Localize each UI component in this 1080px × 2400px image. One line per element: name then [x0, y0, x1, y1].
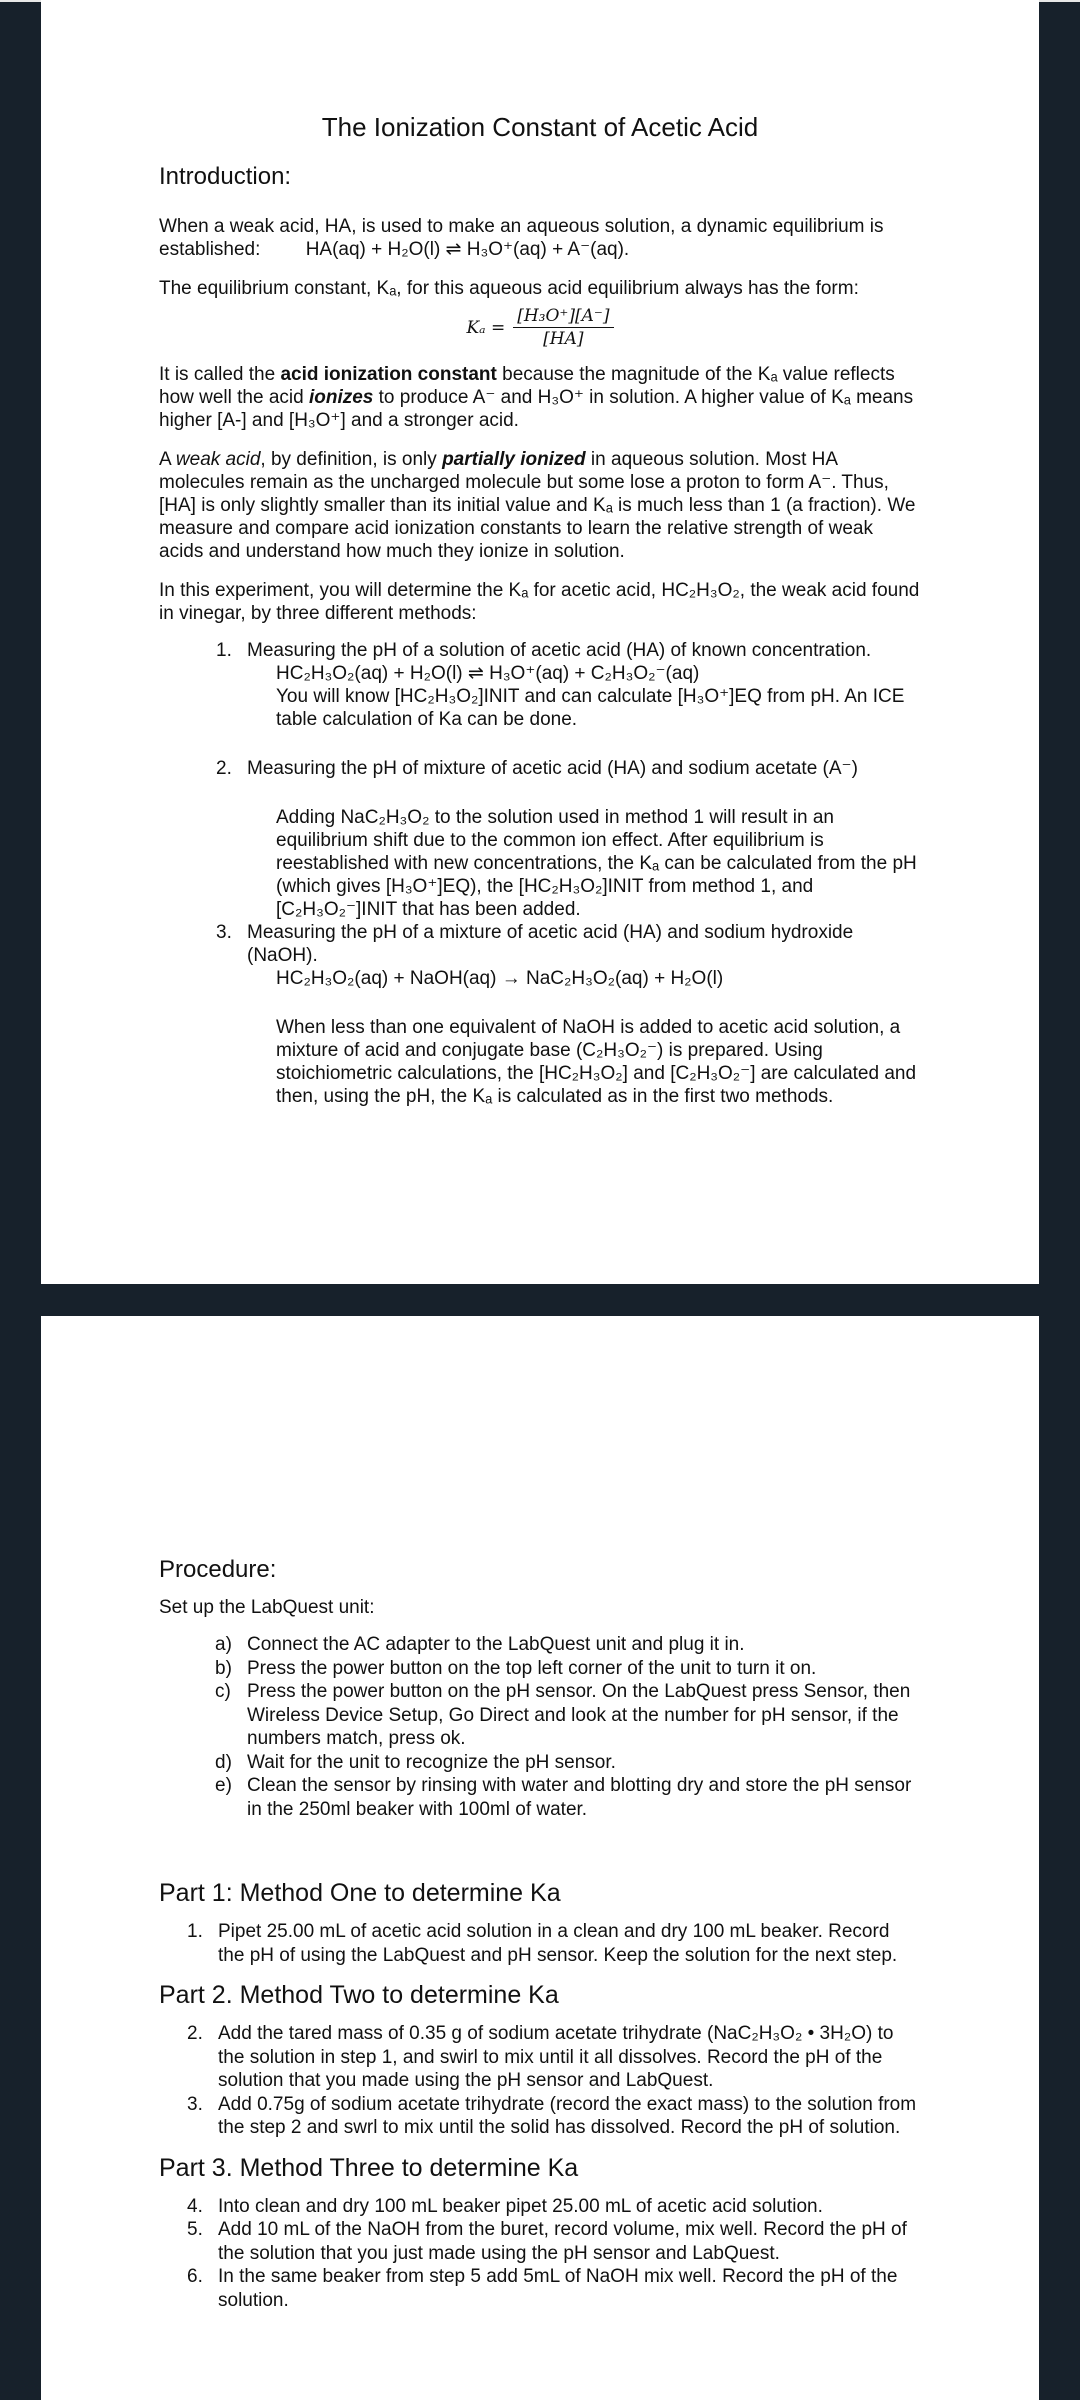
- p4-emphasis-term: partially ionized: [442, 449, 586, 470]
- part-step-text: Add the tared mass of 0.35 g of sodium acetate trihydrate (NaC₂H₃O₂ • 3H₂O) to the solution in step 1, and swirl to mix until it all dissolves. Record the pH of the solution that you made using the pH sensor and LabQuest.: [218, 2023, 894, 2091]
- document-title: The Ionization Constant of Acetic Acid: [321, 112, 759, 142]
- step-text: Wait for the unit to recognize the pH sensor.: [247, 1751, 616, 1773]
- procedure-heading: Procedure:: [159, 1556, 277, 1583]
- setup-step: [159, 1633, 921, 1657]
- part-step-number: 5.: [187, 2219, 203, 2240]
- p3-part-a: It is called the: [159, 364, 281, 385]
- document-page-2: [41, 1316, 1039, 2400]
- step-marker: d): [215, 1751, 232, 1773]
- step-text: Press the power button on the top left corner of the unit to turn it on.: [247, 1657, 817, 1679]
- part-3-heading: Part 3. Method Three to determine Ka: [159, 2153, 579, 2182]
- equilibrium-equation: HA(aq) + H₂O(l) ⇌ H₃O⁺(aq) + A⁻(aq).: [305, 239, 630, 260]
- part-step-text: Add 10 mL of the NaOH from the buret, record volume, mix well. Record the pH of the solution that you just made using the pH sensor and LabQuest.: [218, 2219, 907, 2264]
- intro-paragraph-3: [159, 363, 921, 432]
- introduction-heading: Introduction:: [159, 163, 292, 190]
- part-step-number: 3.: [187, 2093, 203, 2115]
- part-step-text: Add 0.75g of sodium acetate trihydrate (record the exact mass) to the solution from the step 2 and swrl to mix until the solid has dissolved. Record the pH of solution.: [218, 2093, 917, 2138]
- p3-part-c: because the magnitude of the Kₐ value reflects how well the acid: [159, 364, 895, 408]
- step-marker: b): [215, 1657, 232, 1679]
- method-description: When less than one equivalent of NaOH is added to acetic acid solution, a mixture of acid and conjugate base (C₂H₃O₂⁻) is prepared. Using stoichiometric calculations, the [HC₂H₃O₂] and [C₂H₃O₂⁻] are calculated and then, using the pH, the Kₐ is calculated as in the first two methods.: [276, 1017, 917, 1107]
- p4-part-a: A: [159, 449, 176, 470]
- part-2-list: [159, 2022, 921, 2140]
- method-item: [159, 639, 921, 757]
- p3-emphasis-term: ionizes: [308, 387, 374, 408]
- ka-denominator: [HA]: [543, 329, 584, 349]
- step-marker: e): [215, 1775, 232, 1796]
- intro-p1-text: When a weak acid, HA, is used to make an aqueous solution, a dynamic equilibrium is established:: [159, 216, 884, 260]
- method-number: 3.: [216, 922, 232, 943]
- p3-bold-term: acid ionization constant: [280, 364, 497, 385]
- part-1-heading: Part 1: Method One to determine Ka: [159, 1879, 561, 1907]
- part-step: [159, 2218, 921, 2265]
- step-text: Clean the sensor by rinsing with water and blotting dry and store the pH sensor in the 250ml beaker with 100ml of water.: [247, 1775, 912, 1820]
- methods-list: [159, 639, 921, 1108]
- intro-paragraph-2: The equilibrium constant, Kₐ, for this aqueous acid equilibrium always has the form:: [159, 278, 859, 299]
- setup-step: [159, 1680, 921, 1751]
- intro-paragraph-4: [159, 448, 921, 563]
- setup-step: [159, 1751, 921, 1775]
- step-text: Press the power button on the pH sensor. On the LabQuest press Sensor, then Wireless Device Setup, Go Direct and look at the number for pH sensor, if the numbers match, press ok.: [247, 1681, 911, 1749]
- part-2-heading: Part 2. Method Two to determine Ka: [159, 1981, 559, 2009]
- p4-part-c: , by definition, is only: [260, 449, 443, 470]
- part-3-list: [159, 2195, 921, 2313]
- part-1-list: [159, 1920, 921, 1967]
- part-step-text: Into clean and dry 100 mL beaker pipet 25.00 mL of acetic acid solution.: [218, 2195, 823, 2217]
- step-marker: c): [215, 1681, 231, 1702]
- part-step-number: 6.: [187, 2266, 203, 2287]
- method-item: [159, 757, 921, 921]
- setup-steps-list: [159, 1633, 921, 1821]
- method-item: [159, 921, 921, 1108]
- ka-formula-lhs: Kₐ =: [466, 317, 506, 338]
- intro-paragraph-5: In this experiment, you will determine the Kₐ for acetic acid, HC₂H₃O₂, the weak acid found in vinegar, by three different methods:: [159, 580, 920, 624]
- part-step-text: In the same beaker from step 5 add 5mL of NaOH mix well. Record the pH of the solution.: [218, 2266, 898, 2311]
- method-equation: HC₂H₃O₂(aq) + H₂O(l) ⇌ H₃O⁺(aq) + C₂H₃O₂⁻(aq): [276, 663, 700, 684]
- p4-italic-term: weak acid: [175, 449, 261, 470]
- method-title: Measuring the pH of a mixture of acetic acid (HA) and sodium hydroxide (NaOH).: [247, 922, 854, 966]
- p4-part-e: in aqueous solution. Most HA molecules remain as the uncharged molecule but some lose a proton to form A⁻. Thus, [HA] is only slightly smaller than its initial value and Kₐ is much less than 1 (a fraction). We measure and compare acid ionization constants to learn the relative strength of weak acids and understand how much they ionize in solution.: [159, 449, 916, 562]
- part-step: [159, 2093, 921, 2140]
- setup-step: [159, 1657, 921, 1681]
- p3-part-e: to produce A⁻ and H₃O⁺ in solution. A higher value of Kₐ means higher [A-] and [H₃O⁺] and a stronger acid.: [159, 387, 914, 431]
- part-step-number: 4.: [187, 2195, 203, 2217]
- setup-label: Set up the LabQuest unit:: [159, 1597, 375, 1618]
- method-description: Adding NaC₂H₃O₂ to the solution used in method 1 will result in an equilibrium shift due to the common ion effect. After equilibrium is reestablished with new concentrations, the Kₐ can be calculated from the pH (which gives [H₃O⁺]EQ), the [HC₂H₃O₂]INIT from method 1, and [C₂H₃O₂⁻]INIT that has been added.: [276, 807, 917, 920]
- part-step: [159, 2195, 921, 2219]
- part-step-number: 2.: [187, 2023, 203, 2044]
- setup-step: [159, 1774, 921, 1821]
- method-title: Measuring the pH of mixture of acetic acid (HA) and sodium acetate (A⁻): [247, 758, 858, 779]
- part-step: [159, 1920, 921, 1967]
- document-page-1: [41, 0, 1039, 1284]
- step-text: Connect the AC adapter to the LabQuest unit and plug it in.: [247, 1634, 745, 1655]
- method-description: You will know [HC₂H₃O₂]INIT and can calculate [H₃O⁺]EQ from pH. An ICE table calculation of Ka can be done.: [276, 686, 905, 730]
- method-title: Measuring the pH of a solution of acetic acid (HA) of known concentration.: [247, 640, 872, 661]
- ka-formula: [159, 306, 921, 349]
- step-marker: a): [215, 1634, 232, 1655]
- part-step: [159, 2265, 921, 2312]
- part-step: [159, 2022, 921, 2093]
- part-step-number: 1.: [187, 1921, 203, 1942]
- ka-fraction: [513, 306, 613, 349]
- ka-numerator: [H₃O⁺][A⁻]: [513, 306, 613, 328]
- intro-paragraph-1: [159, 215, 921, 261]
- method-number: 2.: [216, 758, 232, 779]
- method-equation: HC₂H₃O₂(aq) + NaOH(aq) → NaC₂H₃O₂(aq) + H₂O(l): [276, 968, 724, 989]
- part-step-text: Pipet 25.00 mL of acetic acid solution in a clean and dry 100 mL beaker. Record the pH of using the LabQuest and pH sensor. Keep the solution for the next step.: [218, 1921, 898, 1966]
- method-number: 1.: [216, 640, 232, 661]
